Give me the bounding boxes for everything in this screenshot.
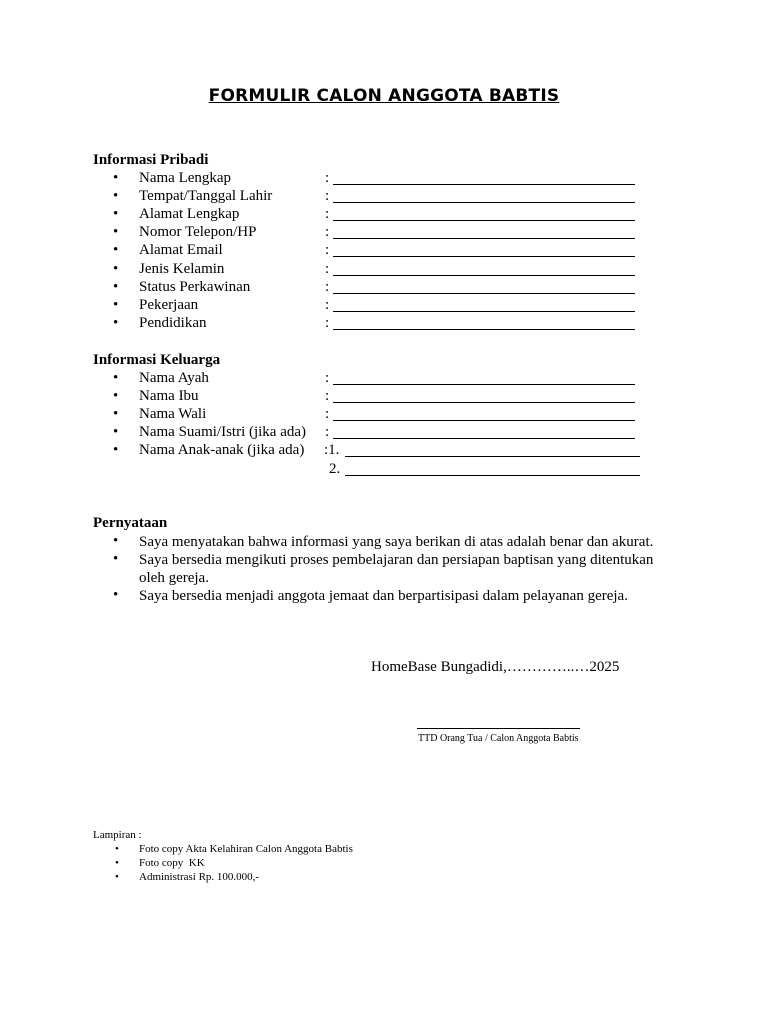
statement-text: Saya bersedia mengikuti proses pembelajaran dan persiapan baptisan yang ditentukan oleh gereja. [139,552,654,586]
field-row [0,442,768,460]
field-label: Pekerjaan [139,297,199,313]
field-row: • Status Perkawinan : [0,279,768,297]
bullet-icon: • [113,242,119,258]
field-row: • Nama Lengkap : [0,170,768,188]
attachment-item [0,857,768,871]
field-label: Nama Anak-anak (jika ada) [139,442,305,458]
field-blank-line[interactable] [333,293,635,294]
field-row: • Jenis Kelamin : [0,261,768,279]
field-label: Status Perkawinan [139,279,251,295]
field-label: Nama Wali [139,406,207,422]
field-label: Nomor Telepon/HP [139,224,257,240]
field-row: • Nomor Telepon/HP : [0,224,768,242]
statement-item [0,587,768,605]
field-row: • Alamat Lengkap : [0,206,768,224]
bullet-icon: • [113,442,119,458]
bullet-icon: • [113,315,119,331]
statement-text: Saya bersedia menjadi anggota jemaat dan berpartisipasi dalam pelayanan gereja. [139,588,628,604]
field-blank-line[interactable] [333,329,635,330]
field-row: • Nama Ayah : [0,370,768,388]
field-row: • Nama Suami/Istri (jika ada) : [0,424,768,442]
bullet-icon: • [113,424,119,440]
place-date: HomeBase Bungadidi,…………..…2025 [371,659,620,675]
field-blank-line[interactable] [333,256,635,257]
field-blank-line[interactable] [333,402,635,403]
bullet-icon: • [113,406,119,422]
field-label: Nama Ayah [139,370,209,386]
bullet-icon: • [113,261,119,277]
field-blank-line[interactable] [333,184,635,185]
field-label: Nama Ibu [139,388,199,404]
bullet-icon: • [113,170,119,186]
field-blank-line[interactable] [345,475,640,476]
field-row: • Alamat Email : [0,242,768,260]
field-label: Nama Lengkap [139,170,232,186]
bullet-icon: • [115,871,119,883]
field-label: Alamat Email [139,242,223,258]
field-label: Alamat Lengkap [139,206,240,222]
section-heading-statement: Pernyataan [93,515,168,531]
field-label: Pendidikan [139,315,207,331]
field-row: • Nama Wali : [0,406,768,424]
form-title: FORMULIR CALON ANGGOTA BABTIS [208,86,560,106]
bullet-icon: • [113,188,119,204]
field-row: • Tempat/Tanggal Lahir : [0,188,768,206]
bullet-icon: • [113,206,119,222]
bullet-icon: • [115,857,119,869]
attachment-text: Foto copy Akta Kelahiran Calon Anggota Babtis [139,843,353,855]
section-heading-personal: Informasi Pribadi [93,152,209,168]
section-heading-family: Informasi Keluarga [93,352,221,368]
signature-line[interactable] [417,728,580,729]
bullet-icon: • [113,279,119,295]
field-blank-line[interactable] [333,420,635,421]
field-blank-line[interactable] [333,220,635,221]
statement-item [0,551,768,587]
bullet-icon: • [115,843,119,855]
bullet-icon: • [113,551,119,567]
field-label: Tempat/Tanggal Lahir [139,188,273,204]
bullet-icon: • [113,297,119,313]
field-blank-line[interactable] [333,384,635,385]
field-blank-line[interactable] [333,438,635,439]
field-blank-line[interactable] [345,456,640,457]
bullet-icon: • [113,587,119,603]
field-blank-line[interactable] [333,311,635,312]
field-row: • Nama Ibu : [0,388,768,406]
statement-item [0,533,768,551]
field-label: Nama Suami/Istri (jika ada) [139,424,307,440]
field-blank-line[interactable] [333,238,635,239]
attachment-text: Administrasi Rp. 100.000,- [139,871,260,883]
field-row [0,461,768,479]
attachment-text: Foto copy KK [139,857,205,869]
attachments-heading: Lampiran : [93,829,142,841]
attachment-item [0,843,768,857]
field-blank-line[interactable] [333,275,635,276]
bullet-icon: • [113,370,119,386]
child-prefix: 2. [329,461,341,477]
bullet-icon: • [113,224,119,240]
bullet-icon: • [113,388,119,404]
child-prefix: :1. [324,442,340,458]
statement-text: Saya menyatakan bahwa informasi yang saya berikan di atas adalah benar dan akurat. [139,534,654,550]
bullet-icon: • [113,533,119,549]
attachment-item [0,871,768,885]
field-blank-line[interactable] [333,202,635,203]
field-row: • Pendidikan : [0,315,768,333]
field-row: • Pekerjaan : [0,297,768,315]
field-label: Jenis Kelamin [139,261,225,277]
signature-label: TTD Orang Tua / Calon Anggota Babtis [418,733,579,744]
